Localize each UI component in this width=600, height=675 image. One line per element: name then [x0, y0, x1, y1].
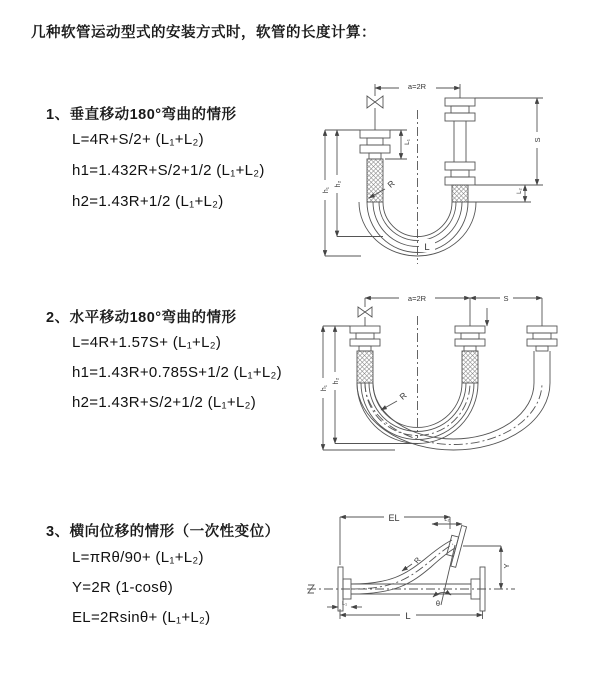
diagram-horizontal-180-bend: [315, 288, 595, 462]
formula-s3-L: L=πRθ/90+ (L₁+L₂): [72, 549, 204, 566]
formula-s3-EL: EL=2Rsinθ+ (L₁+L₂): [72, 609, 211, 626]
dim-label-span: a=2R: [407, 294, 427, 303]
dim-label-length: L: [424, 242, 430, 253]
dim-label-h2: h₂: [333, 377, 340, 385]
formula-s1-h1: h1=1.432R+S/2+1/2 (L₁+L₂): [72, 162, 265, 179]
dim-label-shift: S: [503, 294, 509, 303]
section-2-heading: 2、水平移动180°弯曲的情形: [46, 310, 237, 326]
formula-s2-L: L=4R+1.57S+ (L₁+L₂): [72, 334, 222, 351]
dim-label-h2: h₂: [335, 180, 342, 188]
dim-label-h1: h₁: [323, 186, 330, 194]
dim-label-y: Y: [502, 563, 511, 569]
formula-s1-h2: h2=1.43R+1/2 (L₁+L₂): [72, 193, 224, 210]
hose-double-u-drawing: [318, 292, 557, 450]
diagram-lateral-displacement: [305, 505, 600, 650]
dim-label-radius: R: [385, 178, 397, 190]
dim-label-length: L: [405, 611, 411, 622]
formula-s2-h1: h1=1.43R+0.785S+1/2 (L₁+L₂): [72, 364, 282, 381]
dim-label-span: a=2R: [407, 82, 427, 91]
formula-s3-Y: Y=2R (1-cosθ): [72, 579, 174, 596]
dim-label-radius: R: [412, 555, 423, 566]
dim-label-radius: R: [397, 390, 409, 402]
dim-label-l2: L₂: [517, 188, 523, 194]
pipe-fittings: [350, 326, 557, 351]
dim-label-theta: θ: [435, 599, 441, 608]
dim-label-h1: h₁: [321, 384, 328, 392]
valve-icon: [367, 96, 383, 130]
page-title: 几种软管运动型式的安装方式时，软管的长度计算：: [31, 25, 376, 41]
hose-s-curve-drawing: [307, 511, 515, 620]
dim-label-s: S: [533, 137, 542, 143]
section-3-heading: 3、横向位移的情形（一次性变位）: [46, 524, 280, 540]
dim-label-l1: L₁: [404, 139, 411, 145]
hose-u-bend-drawing: [320, 81, 543, 264]
dim-label-l2: L₂: [444, 517, 450, 523]
section-1-heading: 1、垂直移动180°弯曲的情形: [46, 107, 237, 123]
formula-s2-h2: h2=1.43R+S/2+1/2 (L₁+L₂): [72, 394, 257, 411]
dim-label-el: EL: [388, 513, 400, 523]
dim-label-l1: L₁: [342, 601, 347, 607]
valve-icon: [358, 307, 372, 326]
formula-s1-L: L=4R+S/2+ (L₁+L₂): [72, 131, 204, 148]
diagram-vertical-180-bend: [315, 72, 590, 272]
